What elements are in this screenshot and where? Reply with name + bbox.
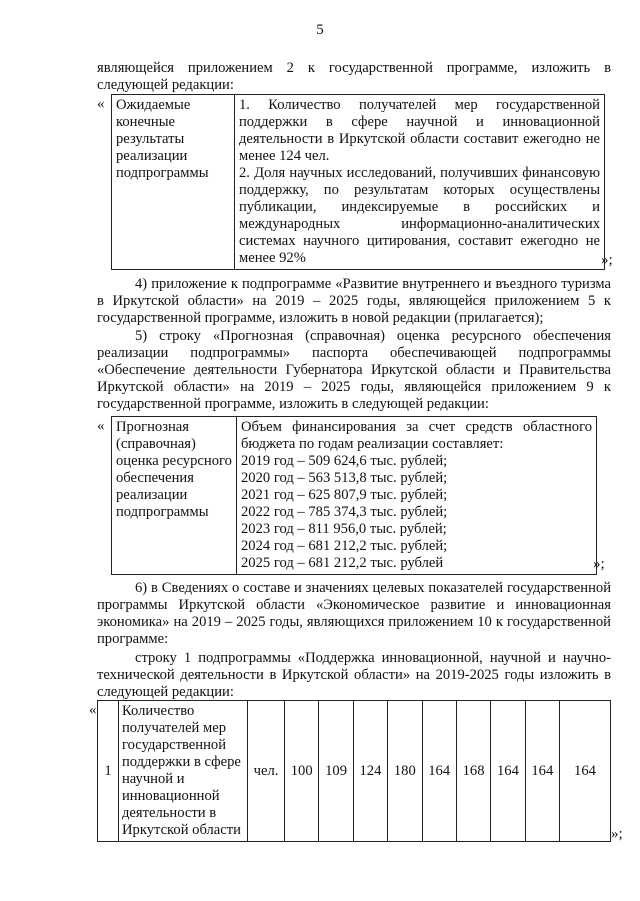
table-resource-forecast bbox=[111, 416, 597, 575]
table3-description: Количество получателей мер государственной поддержки в сфере научной и инновационной деятельности в Иркутской области bbox=[119, 701, 248, 842]
table2-year-line: 2019 год – 509 624,6 тыс. рублей; bbox=[241, 453, 448, 469]
table3-value: 100 bbox=[285, 701, 319, 842]
table3-value: 164 bbox=[560, 701, 611, 842]
table3-open-quote: « bbox=[89, 702, 97, 718]
table1-left-cell: Ожидаемые конечные результаты реализации подпрограммы bbox=[112, 95, 235, 270]
table1-item-1: 1. Количество получателей мер государственной поддержки в сфере научной и инновационной деятельности в Иркутской области составит ежегодно не менее 124 чел. bbox=[239, 97, 600, 164]
paragraph-6: 6) в Сведениях о составе и значениях целевых показателей государственной программы Иркутской области «Экономическое развитие и инновационная экономика» на 2019 – 2025 годы, являющихся приложением 10 к государственной программе: bbox=[97, 580, 611, 647]
paragraph-6b: строку 1 подпрограммы «Поддержка инновационной, научной и научно-технической деятельности в Иркутской области» на 2019-2025 годы изложить в следующей редакции: bbox=[97, 650, 611, 700]
paragraph-5: 5) строку «Прогнозная (справочная) оценка ресурсного обеспечения реализации подпрограммы» паспорта обеспечивающей подпрограммы «Обеспечение деятельности Губернатора Иркутской области и Правительства Иркутской области» на 2019 – 2025 годы, являющейся приложением 9 к государственной программе, изложить в следующей редакции: bbox=[97, 328, 611, 412]
table2-year-line: 2024 год – 681 212,2 тыс. рублей; bbox=[241, 538, 448, 554]
table3-value: 164 bbox=[525, 701, 559, 842]
table1-right-cell bbox=[235, 95, 605, 270]
table3-value: 164 bbox=[422, 701, 456, 842]
table3-value: 164 bbox=[491, 701, 525, 842]
table1-item-2: 2. Доля научных исследований, получивших финансовую поддержку, по результатам которых осуществлены публикации, индексируемые в российских и международных информационно-аналитических системах научного цитирования, составит ежегодно не менее 92% bbox=[239, 165, 600, 266]
intro-paragraph: являющейся приложением 2 к государственной программе, изложить в следующей редакции: bbox=[97, 60, 611, 93]
table2-year-line: 2023 год – 811 956,0 тыс. рублей; bbox=[241, 521, 447, 537]
table3-row-number: 1 bbox=[98, 701, 119, 842]
table2-year-line: 2022 год – 785 374,3 тыс. рублей; bbox=[241, 504, 448, 520]
page-number: 5 bbox=[316, 22, 324, 38]
table2-header: Объем финансирования за счет средств областного бюджета по годам реализации составляет: bbox=[241, 419, 592, 452]
table-expected-results bbox=[111, 94, 605, 270]
table2-left-cell: Прогнозная (справочная) оценка ресурсного обеспечения реализации подпрограммы bbox=[112, 417, 237, 575]
table3-value: 109 bbox=[319, 701, 353, 842]
table2-year-line: 2020 год – 563 513,8 тыс. рублей; bbox=[241, 470, 448, 486]
table3-close-quote: »; bbox=[611, 826, 623, 842]
table2-open-quote: « bbox=[97, 418, 105, 434]
table1-open-quote: « bbox=[97, 96, 105, 112]
table2-year-line: 2021 год – 625 807,9 тыс. рублей; bbox=[241, 487, 448, 503]
table3-value: 168 bbox=[456, 701, 490, 842]
paragraph-4: 4) приложение к подпрограмме «Развитие внутреннего и въездного туризма в Иркутской области» на 2019 – 2025 годы, являющейся приложением 5 к государственной программе, изложить в новой редакции (прилагается); bbox=[97, 276, 611, 326]
table3-value: 180 bbox=[388, 701, 422, 842]
table1-close-quote: »; bbox=[601, 252, 613, 268]
table3-value: 124 bbox=[353, 701, 387, 842]
table3-unit: чел. bbox=[248, 701, 285, 842]
table2-year-line: 2025 год – 681 212,2 тыс. рублей bbox=[241, 555, 444, 571]
table-indicator-row bbox=[97, 700, 611, 842]
table2-right-cell bbox=[237, 417, 597, 575]
table2-close-quote: »; bbox=[593, 556, 605, 572]
